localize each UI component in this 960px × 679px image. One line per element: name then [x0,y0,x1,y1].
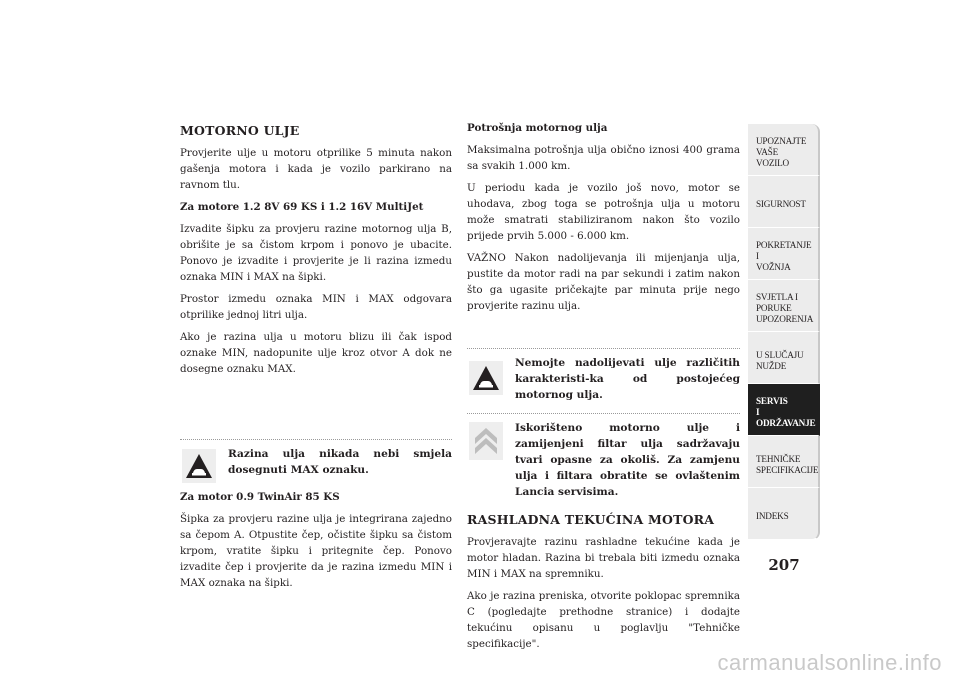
tab-svjetla[interactable]: SVJETLA I PORUKE UPOZORENJA [748,280,820,332]
divider [467,413,740,414]
paragraph: Ako je razina ulja u motoru blizu ili čak ispod oznake MIN, nadopunite ulje kroz otvor A dok ne dosegne oznaku MAX. [180,331,452,375]
paragraph: Ako je razina preniska, otvorite poklopac spremnika C (pogledajte prethodne stranice) i dodajte tekućinu opisanu u poglavlju "Tehničke specifikacije". [467,590,740,650]
warning-box [180,446,452,483]
paragraph: Prostor izmedu oznaka MIN i MAX odgovara otprilike jednoj litri ulja. [180,293,452,321]
warning-text: Razina ulja nikada nebi smjela dosegnuti MAX oznaku. [228,448,452,476]
section-title-coolant: RASHLADNA TEKUĆINA MOTORA [467,512,715,527]
paragraph: Provjeravajte razinu rashladne tekućine kada je motor hladan. Razina bi trebala biti izmedu oznaka MIN i MAX na spremniku. [467,536,740,580]
tab-tehnicke[interactable]: TEHNIČKE SPECIFIKACIJE [748,436,820,488]
chapter-tabs [748,124,820,540]
right-column [467,120,740,658]
divider [180,439,452,440]
divider [467,348,740,349]
recycle-chevron-icon [469,422,503,460]
subheading: Za motor 0.9 TwinAir 85 KS [180,491,340,503]
paragraph: U periodu kada je vozilo još novo, motor se uhodava, zbog toga se potrošnja ulja u motoru može smatrati stabiliziranom nakon što vozilo prijede prvih 5.000 - 6.000 km. [467,182,740,242]
paragraph: Maksimalna potrošnja ulja obično iznosi 400 grama sa svakih 1.000 km. [467,144,740,172]
paragraph: Šipka za provjeru razine ulja je integrirana zajedno sa čepom A. Otpustite čep, očistite šipku sa čistom krpom, vratite šipku i pritegnite čep. Ponovo izvadite čep i provjerite da je razina izmedu MIN i MAX oznaka na šipki. [180,513,452,589]
tab-indeks[interactable]: INDEKS [748,488,820,540]
tab-sigurnost[interactable]: SIGURNOST [748,176,820,228]
subheading: Potrošnja motornog ulja [467,122,608,134]
tab-pokretanje[interactable]: POKRETANJE I VOŽNJA [748,228,820,280]
car-oil-warning-icon [182,449,216,483]
paragraph: Provjerite ulje u motoru otprilike 5 minuta nakon gašenja motora i kada je vozilo parkirano na ravnom tlu. [180,147,452,191]
left-column [180,120,452,597]
eco-box [467,420,740,500]
warning-text: Nemojte nadolijevati ulje različitih karakteristi-ka od postojećeg motornog ulja. [515,357,740,401]
paragraph: VAŽNO Nakon nadolijevanja ili mijenjanja ulja, pustite da motor radi na par sekundi i zatim nakon što ga ugasite pričekajte par minuta prije nego provjerite razinu ulja. [467,252,740,312]
car-oil-warning-icon [469,361,503,395]
subheading: Za motore 1.2 8V 69 KS i 1.2 16V MultiJet [180,201,424,213]
paragraph: Izvadite šipku za provjeru razine motornog ulja B, obrišite je sa čistom krpom i ponovo je ubacite. Ponovo je izvadite i provjerite je li razina izmedu oznaka MIN i MAX na šipki. [180,223,452,283]
section-title-engine-oil: MOTORNO ULJE [180,123,300,138]
tab-servis[interactable]: SERVIS I ODRŽAVANJE [748,384,820,436]
page-number: 207 [768,556,800,574]
eco-text: Iskorišteno motorno ulje i zamijenjeni filtar ulja sadržavaju tvari opasne za okoliš. Za zamjenu ulja i filtara obratite se ovlaštenim Lancia servisima. [515,422,740,498]
tab-upoznajte[interactable]: UPOZNAJTE VAŠE VOZILO [748,124,820,176]
tab-u-slucaju[interactable]: U SLUČAJU NUŽDE [748,332,820,384]
warning-box [467,355,740,403]
watermark: carmanualsonline.info [717,650,942,675]
